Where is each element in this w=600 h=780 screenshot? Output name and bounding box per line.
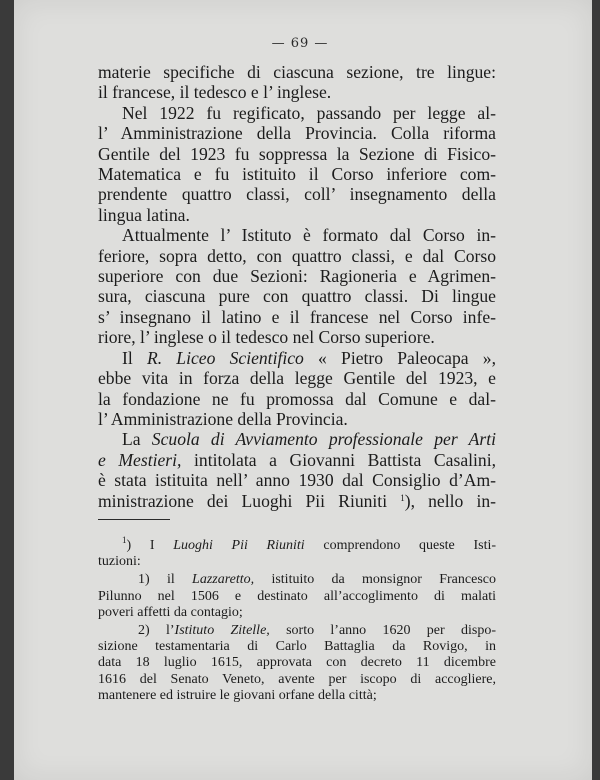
text-segment: intitolata a Giovanni Battista Casalini, [181,449,496,470]
text-line: il francese, il tedesco e l’ inglese. [98,82,332,103]
paragraph-5 [98,429,496,511]
text-segment: 1) il [138,572,193,588]
footnote-intro [98,535,497,570]
text-line: s’ insegnano il latino e il francese nel Corso infe- [98,306,496,327]
text-segment: ) I [126,538,174,553]
text-line: poveri affetti da contagio; [98,604,243,620]
paragraph-1 [98,62,496,103]
text-line: Gentile del 1923 fu soppressa la Sezione di Fisico- [98,143,496,164]
text-segment: sorto l’anno 1620 per dispo- [269,623,496,639]
text-segment: ), nello in- [404,490,496,511]
text-line: data 18 luglio 1615, approvata con decreto 11 dicembre [98,655,496,671]
main-text [98,62,496,511]
text-segment: La [122,429,152,450]
italic-title: Istituto Zitelle, [174,623,270,639]
text-line [98,450,496,470]
paragraph-2 [98,103,496,225]
text-line: l’ Amministrazione della Provincia. [98,408,348,429]
text-line: mantenere ed istruire le giovani orfane della città; [98,687,377,703]
text-line: ebbe vita in forza della legge Gentile del 1923, e [98,368,496,389]
text-line [98,491,496,511]
text-line [98,535,497,554]
text-line: riore, l’ inglese o il tedesco nel Corso superiore. [98,327,435,348]
text-line: materie specifiche di ciascuna sezione, tre lingue: [98,62,496,82]
text-line: Matematica e fu istituito il Corso inferiore com- [98,164,496,185]
footnote-item-2 [98,623,496,704]
text-line: la fondazione ne fu promossa dal Comune e dal- [98,388,496,409]
text-line [98,429,496,449]
italic-title: e Mestieri, [98,449,182,470]
page-number: — 69 — [271,36,329,51]
text-line [98,348,496,368]
text-line: 1616 del Senato Veneto, avente per iscopo di accogliere, [98,671,496,687]
footnote-marker: 1 [400,492,405,503]
text-line: sizione testamentaria di Carlo Battaglia da Rovigo, in [98,639,496,655]
paragraph-4 [98,348,496,430]
italic-title: Scuola di Avviamento professionale per Arti [151,429,496,450]
text-line: Attualmente l’ Istituto è formato dal Corso in- [122,225,496,246]
text-line [98,572,496,588]
text-line: sura, ciascuna pure con quattro classi. Di lingue [98,286,496,307]
footnote-marker: 1 [122,535,127,545]
italic-title: R. Liceo Scientifico [146,347,304,368]
footnote-divider [98,519,170,520]
italic-title: Luoghi Pii Riuniti [173,538,305,553]
footnote-item-1 [98,572,496,621]
text-segment: 2) l’ [138,623,175,639]
text-segment: comprendono queste Isti- [304,538,497,553]
text-line [98,623,496,639]
text-line: lingua latina. [98,204,190,225]
text-line: Pilunno nel 1506 e destinato all’accoglimento di malati [98,588,496,604]
text-line: è stata istituita nell’ anno 1930 dal Consiglio d’Am- [98,470,496,491]
text-line: superiore con due Sezioni: Ragioneria e Agrimen- [98,266,496,287]
text-segment: « Pietro Paleocapa », [303,347,496,368]
paragraph-3 [98,225,496,347]
footnotes [98,535,497,704]
text-line: prendente quattro classi, coll’ insegnamento della [98,184,496,205]
italic-title: Lazzaretto, [192,572,255,588]
text-segment: Il [122,347,147,368]
text-line: l’ Amministrazione della Provincia. Colla riforma [98,123,496,144]
text-segment: ministrazione dei Luoghi Pii Riuniti [98,490,401,511]
text-segment: istituito da monsignor Francesco [254,572,496,588]
text-line: feriore, sopra detto, con quattro classi, e dal Corso [98,245,496,266]
text-line: tuzioni: [98,554,141,570]
text-line: Nel 1922 fu regificato, passando per legge al- [122,102,496,123]
